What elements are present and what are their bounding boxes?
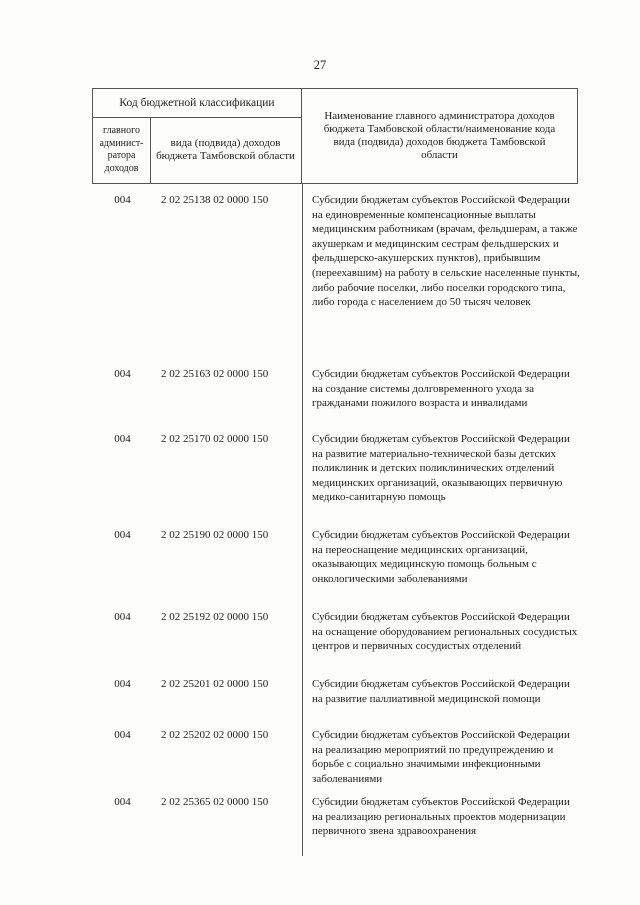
column-divider [302, 184, 303, 856]
row-name: Субсидии бюджетам субъектов Российской Федерации на оснащение оборудованием региональных сосудистых центров и первичных сосудистых отделений [312, 611, 578, 653]
row-admin-code: 004 [114, 368, 131, 380]
row-income-code: 2 02 25170 02 0000 150 [161, 433, 269, 445]
row-admin-code: 004 [114, 611, 131, 623]
row-admin-code: 004 [114, 194, 131, 206]
row-name: Субсидии бюджетам субъектов Российской Федерации на реализацию мероприятий по предупреждению и борьбе с социально значимыми инфекционными заболеваниями [312, 729, 570, 785]
header-col-name: Наименование главного администратора доходов бюджета Тамбовской области/наименование кода вида (подвида) доходов бюджета Тамбовской области [302, 88, 578, 184]
row-income-code: 2 02 25201 02 0000 150 [161, 678, 269, 690]
row-income-code: 2 02 25365 02 0000 150 [161, 796, 269, 808]
row-admin-code: 004 [114, 729, 131, 741]
row-income-code: 2 02 25163 02 0000 150 [161, 368, 269, 380]
row-income-code: 2 02 25138 02 0000 150 [161, 194, 269, 206]
row-income-code: 2 02 25192 02 0000 150 [161, 611, 269, 623]
row-admin-code: 004 [114, 529, 131, 541]
header-col-admin: главного админист-ратора доходов [93, 117, 151, 183]
row-admin-code: 004 [114, 796, 131, 808]
row-name: Субсидии бюджетам субъектов Российской Федерации на единовременные компенсационные выплаты медицинским работникам (врачам, фельдшерам, а также акушеркам и медицинским сестрам фельдшерских и фельдшерско-акушерских пунктов), прибывшим (переехавшим) на работу в сельские населенные пункты, либо рабочие поселки, либо поселки городского типа, либо города с населением до 50 тысяч человек [312, 194, 580, 309]
row-name: Субсидии бюджетам субъектов Российской Федерации на развитие паллиативной медицинской помощи [312, 678, 570, 705]
row-income-code: 2 02 25202 02 0000 150 [161, 729, 269, 741]
page-number: 27 [313, 58, 327, 72]
row-name: Субсидии бюджетам субъектов Российской Федерации на развитие материально-технической базы детских поликлиник и детских поликлинических отделений медицинских организаций, оказывающих первичную медико-санитарную помощь [312, 433, 570, 504]
row-admin-code: 004 [114, 433, 131, 445]
row-income-code: 2 02 25190 02 0000 150 [161, 529, 269, 541]
header-group-title: Код бюджетной классификации [93, 89, 301, 118]
row-name: Субсидии бюджетам субъектов Российской Федерации на переоснащение медицинских организаций, оказывающих медицинскую помощь больным с онкологическими заболеваниями [312, 529, 570, 585]
header-code-group [92, 88, 302, 184]
row-name: Субсидии бюджетам субъектов Российской Федерации на создание системы долговременного ухода за гражданами пожилого возраста и инвалидами [312, 368, 570, 410]
row-name: Субсидии бюджетам субъектов Российской Федерации на реализацию региональных проектов модернизации первичного звена здравоохранения [312, 796, 570, 838]
header-col-type: вида (подвида) доходов бюджета Тамбовской области [156, 137, 295, 162]
row-admin-code: 004 [114, 678, 131, 690]
